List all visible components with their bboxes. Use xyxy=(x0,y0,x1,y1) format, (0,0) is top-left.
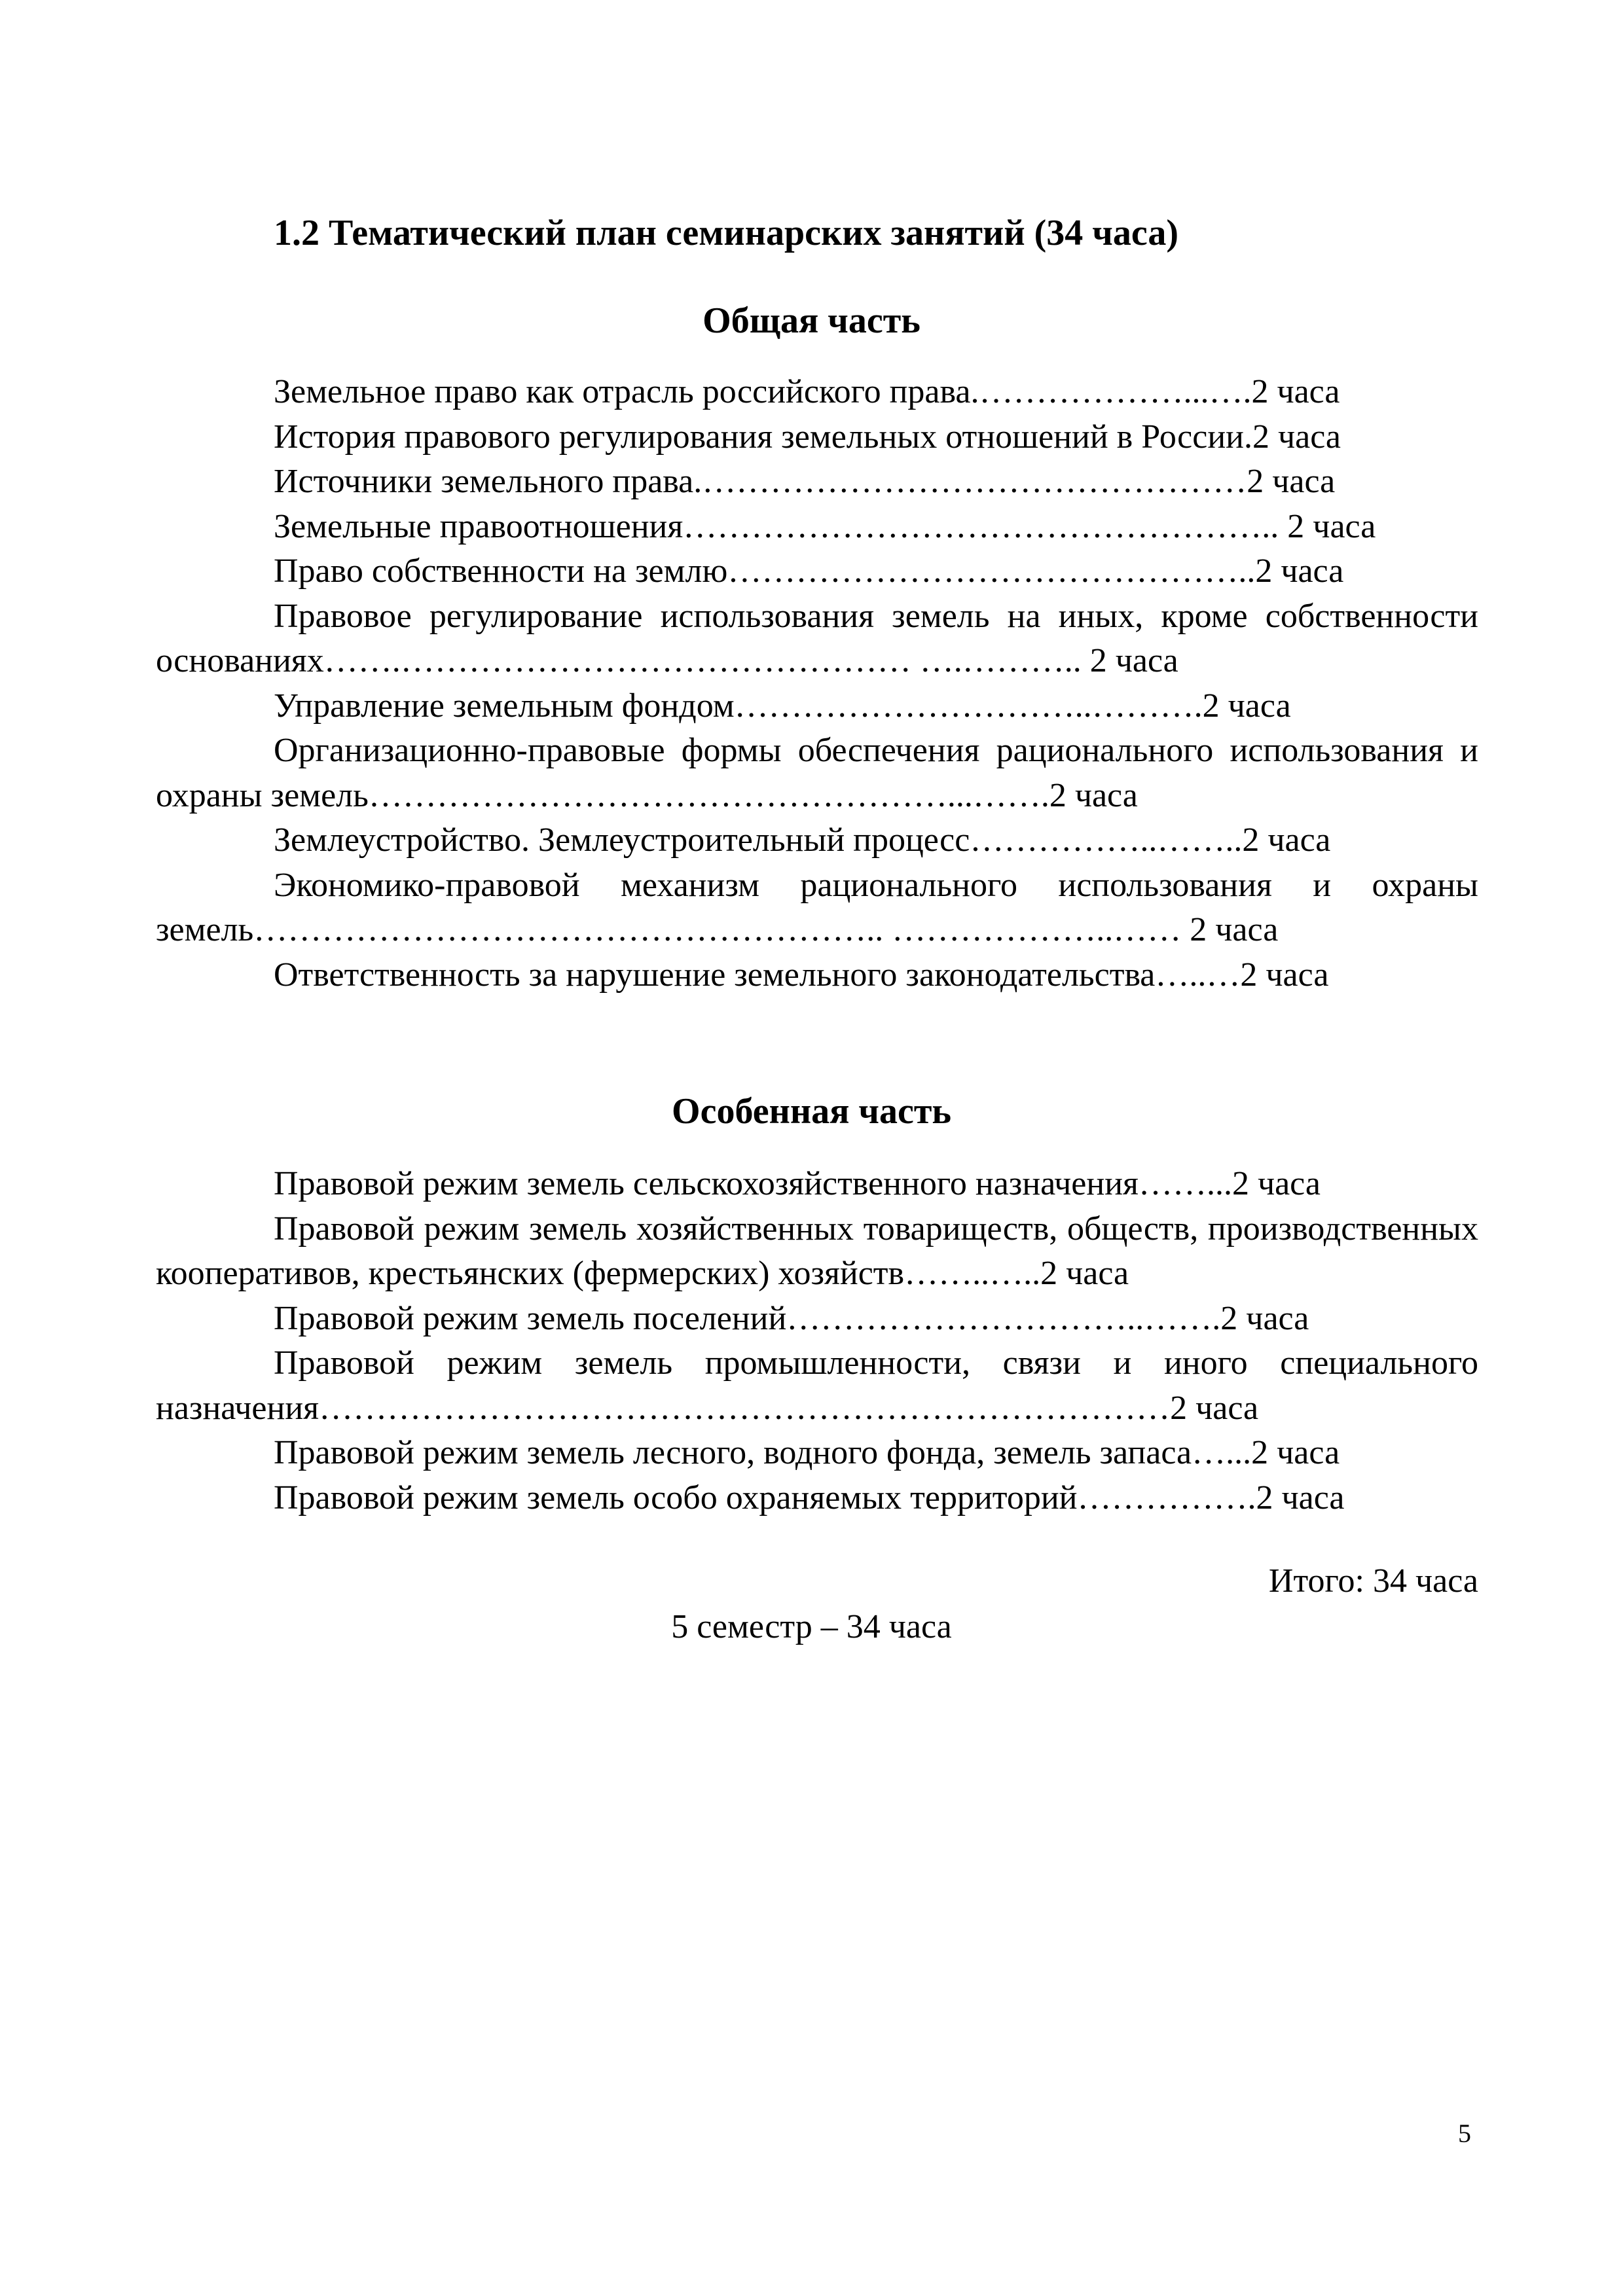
list-item: Экономико-правовой механизм рационального использования и охраны земель……………………………………………….. ………………..…… 2 часа xyxy=(156,866,1478,948)
list-item: Правовой режим земель хозяйственных товариществ, обществ, производственных кооперативов, крестьянских (фермерских) хозяйств……..…..2 часа xyxy=(156,1210,1478,1292)
list-item: История правового регулирования земельных отношений в России.2 часа xyxy=(274,418,1341,456)
general-part-list xyxy=(156,370,1478,997)
list-item: Правовой режим земель лесного, водного фонда, земель запаса…...2 часа xyxy=(274,1434,1340,1471)
list-item: Правовое регулирование использования земель на иных, кроме собственности основаниях…….……………………………………… ….……….. 2 часа xyxy=(156,597,1478,679)
page-title: 1.2 Тематический план семинарских занятий (34 часа) xyxy=(274,213,1179,253)
special-part-list xyxy=(156,1162,1478,1520)
list-item: Организационно-правовые формы обеспечения рационального использования и охраны земель……………………………………………...…….2 часа xyxy=(156,732,1478,814)
general-part-heading: Общая часть xyxy=(702,300,921,341)
list-item: Землеустройство. Землеустроительный процесс……………..……..2 часа xyxy=(274,821,1331,859)
list-item: Ответственность за нарушение земельного законодательства…..…2 часа xyxy=(274,956,1329,994)
list-item: Источники земельного права.…………………………………………2 часа xyxy=(274,463,1336,500)
special-part-heading: Особенная часть xyxy=(672,1091,951,1132)
list-item: Право собственности на землю………………………………………..2 часа xyxy=(274,552,1344,590)
semester-hours: 5 семестр – 34 часа xyxy=(671,1608,952,1645)
list-item: Правовой режим земель особо охраняемых территорий…………….2 часа xyxy=(274,1479,1345,1516)
list-item: Правовой режим земель промышленности, связи и иного специального назначения…………………………………………………………………2 часа xyxy=(156,1344,1478,1427)
list-item: Земельные правоотношения…………………………………………….. 2 часа xyxy=(274,507,1376,545)
list-item: Правовой режим земель поселений…………………………..…….2 часа xyxy=(274,1299,1309,1337)
list-item: Управление земельным фондом…………………………..……….2 часа xyxy=(274,687,1291,725)
list-item: Правовой режим земель сельскохозяйственного назначения……...2 часа xyxy=(274,1165,1321,1202)
list-item: Земельное право как отрасль российского права.………………...….2 часа xyxy=(274,373,1340,410)
page-number: 5 xyxy=(1458,2119,1471,2148)
total-hours: Итого: 34 часа xyxy=(1268,1562,1478,1600)
